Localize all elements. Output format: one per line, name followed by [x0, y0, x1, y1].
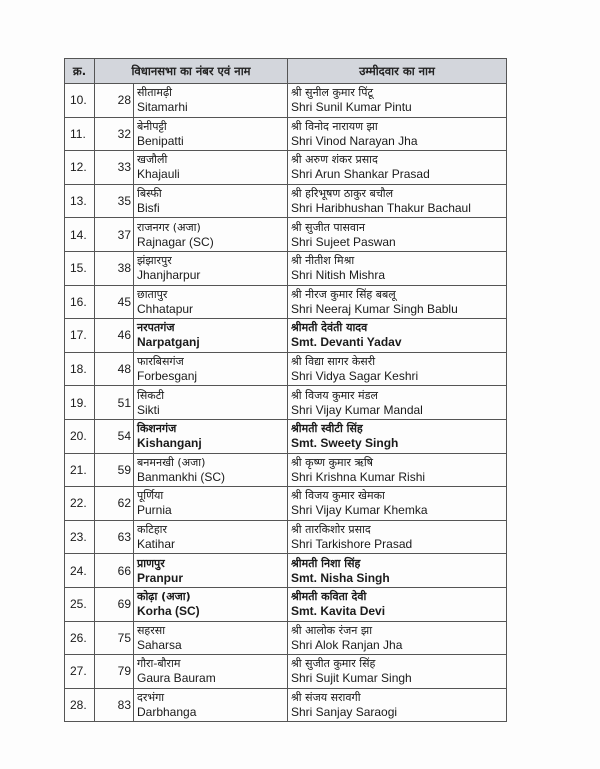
constituency-name-cell: [134, 184, 288, 218]
constituency-number-cell: 32: [95, 117, 134, 151]
candidate-name-cell: [288, 151, 507, 185]
constituency-name-hindi: कटिहार: [137, 523, 168, 537]
constituency-number-cell: 66: [95, 554, 134, 588]
constituency-name-english: Banmankhi (SC): [137, 469, 226, 484]
table-row: [65, 151, 507, 185]
constituency-number-cell: 51: [95, 386, 134, 420]
table-row: [65, 184, 507, 218]
candidate-name-cell: [288, 386, 507, 420]
constituency-number-cell: 37: [95, 218, 134, 252]
constituency-name-hindi: सहरसा: [137, 623, 166, 637]
candidate-name-cell: [288, 621, 507, 655]
constituency-number-cell: 35: [95, 184, 134, 218]
candidate-name-cell: [288, 251, 507, 285]
candidate-name-hindi: श्री तारकिशोर प्रसाद: [291, 523, 371, 537]
table-row: [65, 655, 507, 689]
candidate-name-hindi: श्री कृष्ण कुमार ऋषि: [291, 455, 374, 469]
candidate-name-cell: [288, 554, 507, 588]
constituency-number-cell: 75: [95, 621, 134, 655]
table-row: [65, 352, 507, 386]
candidate-name-cell: [288, 218, 507, 252]
candidate-name-hindi: श्री विजय कुमार खेमका: [291, 489, 385, 503]
constituency-name-english: Kishanganj: [137, 436, 202, 451]
serial-cell: 12.: [65, 151, 95, 185]
constituency-name-hindi: दरभंगा: [137, 690, 165, 704]
constituency-name-hindi: छातापुर: [137, 287, 168, 301]
constituency-name-hindi: कोढ़ा (अजा): [137, 590, 191, 604]
candidate-name-english: Shri Arun Shankar Prasad: [291, 167, 430, 182]
constituency-name-english: Gaura Bauram: [137, 671, 216, 686]
serial-cell: 14.: [65, 218, 95, 252]
table-row: [65, 251, 507, 285]
serial-cell: 15.: [65, 251, 95, 285]
serial-cell: 10.: [65, 84, 95, 118]
serial-cell: 22.: [65, 487, 95, 521]
table-header-row: [65, 59, 507, 84]
constituency-name-hindi: पूर्णिया: [137, 489, 164, 503]
candidate-name-hindi: श्री आलोक रंजन झा: [291, 623, 373, 637]
table-row: [65, 688, 507, 722]
constituency-name-cell: [134, 84, 288, 118]
serial-cell: 23.: [65, 520, 95, 554]
candidate-name-english: Shri Sanjay Saraogi: [291, 704, 398, 719]
candidate-name-hindi: श्री सुजीत पासवान: [291, 220, 365, 234]
constituency-number-cell: 33: [95, 151, 134, 185]
candidate-name-hindi: श्री विनोद नारायण झा: [291, 119, 378, 133]
serial-cell: 11.: [65, 117, 95, 151]
candidate-name-english: Shri Tarkishore Prasad: [291, 537, 413, 552]
constituency-number-cell: 46: [95, 319, 134, 353]
candidate-name-hindi: श्रीमती स्वीटी सिंह: [291, 422, 363, 436]
constituency-name-cell: [134, 151, 288, 185]
candidate-name-cell: [288, 520, 507, 554]
header-constituency: विधानसभा का नंबर एवं नाम: [95, 59, 288, 84]
candidate-name-cell: [288, 319, 507, 353]
table-row: [65, 520, 507, 554]
constituency-name-english: Chhatapur: [137, 301, 194, 316]
constituency-name-english: Pranpur: [137, 570, 184, 585]
serial-cell: 18.: [65, 352, 95, 386]
table-row: [65, 587, 507, 621]
constituency-name-hindi: बेनीपट्टी: [137, 119, 167, 133]
candidate-name-english: Shri Sunil Kumar Pintu: [291, 100, 412, 115]
candidate-name-english: Smt. Kavita Devi: [291, 604, 386, 619]
constituency-number-cell: 62: [95, 487, 134, 521]
table-row: [65, 621, 507, 655]
candidate-name-hindi: श्रीमती कविता देवी: [291, 590, 367, 604]
constituency-name-english: Narpatganj: [137, 335, 200, 350]
candidate-name-english: Shri Vinod Narayan Jha: [291, 133, 418, 148]
candidate-name-hindi: श्री सुजीत कुमार सिंह: [291, 657, 376, 671]
constituency-name-hindi: झंझारपुर: [137, 254, 172, 268]
serial-cell: 26.: [65, 621, 95, 655]
table-row: [65, 554, 507, 588]
candidate-name-hindi: श्रीमती देवंती यादव: [291, 321, 368, 335]
constituency-number-cell: 69: [95, 587, 134, 621]
scan-artifact: [6, 8, 46, 20]
candidate-name-cell: [288, 352, 507, 386]
candidate-name-english: Smt. Devanti Yadav: [291, 335, 402, 350]
constituency-name-hindi: खजौली: [137, 153, 168, 167]
constituency-name-english: Forbesganj: [137, 369, 198, 384]
candidate-name-cell: [288, 184, 507, 218]
constituency-name-hindi: नरपतगंज: [137, 321, 175, 335]
constituency-name-cell: [134, 386, 288, 420]
table-row: [65, 218, 507, 252]
constituency-name-english: Darbhanga: [137, 704, 197, 719]
constituency-name-cell: [134, 587, 288, 621]
constituency-name-cell: [134, 487, 288, 521]
constituency-name-english: Bisfi: [137, 201, 160, 216]
constituency-name-hindi: किशनगंज: [137, 422, 177, 436]
constituency-name-cell: [134, 352, 288, 386]
candidate-name-cell: [288, 84, 507, 118]
constituency-name-english: Saharsa: [137, 637, 182, 652]
table-row: [65, 285, 507, 319]
candidate-name-english: Smt. Sweety Singh: [291, 436, 399, 451]
constituency-name-cell: [134, 251, 288, 285]
table-row: [65, 419, 507, 453]
constituency-number-cell: 48: [95, 352, 134, 386]
candidate-name-english: Shri Krishna Kumar Rishi: [291, 469, 426, 484]
constituency-name-english: Rajnagar (SC): [137, 234, 214, 249]
constituency-name-english: Khajauli: [137, 167, 180, 182]
candidate-name-cell: [288, 285, 507, 319]
candidate-name-cell: [288, 688, 507, 722]
constituency-name-hindi: फारबिसगंज: [137, 355, 184, 369]
constituency-name-english: Korha (SC): [137, 604, 200, 619]
candidate-name-english: Shri Sujeet Paswan: [291, 234, 396, 249]
candidate-name-hindi: श्री विद्या सागर केसरी: [291, 355, 376, 369]
candidate-name-english: Shri Vijay Kumar Mandal: [291, 402, 423, 417]
constituency-name-hindi: बनमनखी (अजा): [137, 455, 206, 469]
constituency-name-hindi: प्राणपुर: [137, 556, 165, 570]
constituency-name-english: Purnia: [137, 503, 172, 518]
constituency-name-english: Sitamarhi: [137, 100, 188, 115]
constituency-name-cell: [134, 621, 288, 655]
table-row: [65, 386, 507, 420]
candidate-name-hindi: श्रीमती निशा सिंह: [291, 556, 361, 570]
table-row: [65, 319, 507, 353]
candidate-name-cell: [288, 487, 507, 521]
constituency-name-cell: [134, 655, 288, 689]
constituency-number-cell: 28: [95, 84, 134, 118]
candidate-name-cell: [288, 655, 507, 689]
serial-cell: 28.: [65, 688, 95, 722]
candidate-name-english: Smt. Nisha Singh: [291, 570, 390, 585]
candidate-name-cell: [288, 117, 507, 151]
candidate-name-english: Shri Vidya Sagar Keshri: [291, 369, 419, 384]
table-row: [65, 453, 507, 487]
candidate-name-hindi: श्री विजय कुमार मंडल: [291, 388, 378, 402]
candidate-name-hindi: श्री सुनील कुमार पिंटू: [291, 86, 373, 100]
constituency-name-cell: [134, 554, 288, 588]
constituency-name-cell: [134, 520, 288, 554]
constituency-name-cell: [134, 319, 288, 353]
constituency-name-hindi: सीतामढ़ी: [137, 86, 173, 100]
constituency-name-cell: [134, 419, 288, 453]
constituency-name-english: Benipatti: [137, 133, 184, 148]
header-serial: क्र.: [65, 59, 95, 84]
candidate-name-hindi: श्री नीतीश मिश्रा: [291, 254, 355, 268]
serial-cell: 20.: [65, 419, 95, 453]
constituency-number-cell: 59: [95, 453, 134, 487]
candidate-name-cell: [288, 419, 507, 453]
candidate-table: [64, 58, 507, 722]
table-row: [65, 487, 507, 521]
serial-cell: 19.: [65, 386, 95, 420]
constituency-number-cell: 63: [95, 520, 134, 554]
serial-cell: 27.: [65, 655, 95, 689]
constituency-name-english: Katihar: [137, 537, 176, 552]
constituency-name-hindi: बिस्फी: [137, 187, 162, 201]
table-row: [65, 117, 507, 151]
serial-cell: 13.: [65, 184, 95, 218]
table-body: [65, 84, 507, 722]
candidate-name-hindi: श्री संजय सरावगी: [291, 690, 361, 704]
candidate-name-cell: [288, 453, 507, 487]
constituency-number-cell: 54: [95, 419, 134, 453]
constituency-name-cell: [134, 117, 288, 151]
constituency-name-english: Jhanjharpur: [137, 268, 201, 283]
constituency-number-cell: 79: [95, 655, 134, 689]
candidate-name-english: Shri Haribhushan Thakur Bachaul: [291, 201, 471, 216]
candidate-name-cell: [288, 587, 507, 621]
candidate-name-hindi: श्री अरुण शंकर प्रसाद: [291, 153, 378, 167]
candidate-name-english: Shri Sujit Kumar Singh: [291, 671, 412, 686]
serial-cell: 16.: [65, 285, 95, 319]
serial-cell: 24.: [65, 554, 95, 588]
table-row: [65, 84, 507, 118]
constituency-name-cell: [134, 218, 288, 252]
candidate-name-english: Shri Alok Ranjan Jha: [291, 637, 403, 652]
constituency-name-hindi: राजनगर (अजा): [137, 220, 201, 234]
candidate-name-english: Shri Nitish Mishra: [291, 268, 386, 283]
constituency-name-cell: [134, 688, 288, 722]
constituency-name-hindi: सिकटी: [137, 388, 165, 402]
constituency-number-cell: 45: [95, 285, 134, 319]
constituency-name-english: Sikti: [137, 402, 160, 417]
constituency-name-hindi: गौरा-बौराम: [137, 657, 181, 671]
candidate-name-hindi: श्री नीरज कुमार सिंह बबलू: [291, 287, 396, 301]
serial-cell: 25.: [65, 587, 95, 621]
header-candidate: उम्मीदवार का नाम: [288, 59, 507, 84]
constituency-number-cell: 83: [95, 688, 134, 722]
constituency-number-cell: 38: [95, 251, 134, 285]
serial-cell: 17.: [65, 319, 95, 353]
candidate-name-english: Shri Vijay Kumar Khemka: [291, 503, 428, 518]
candidate-name-hindi: श्री हरिभूषण ठाकुर बचौल: [291, 187, 394, 201]
constituency-name-cell: [134, 285, 288, 319]
serial-cell: 21.: [65, 453, 95, 487]
candidate-name-english: Shri Neeraj Kumar Singh Bablu: [291, 301, 458, 316]
constituency-name-cell: [134, 453, 288, 487]
